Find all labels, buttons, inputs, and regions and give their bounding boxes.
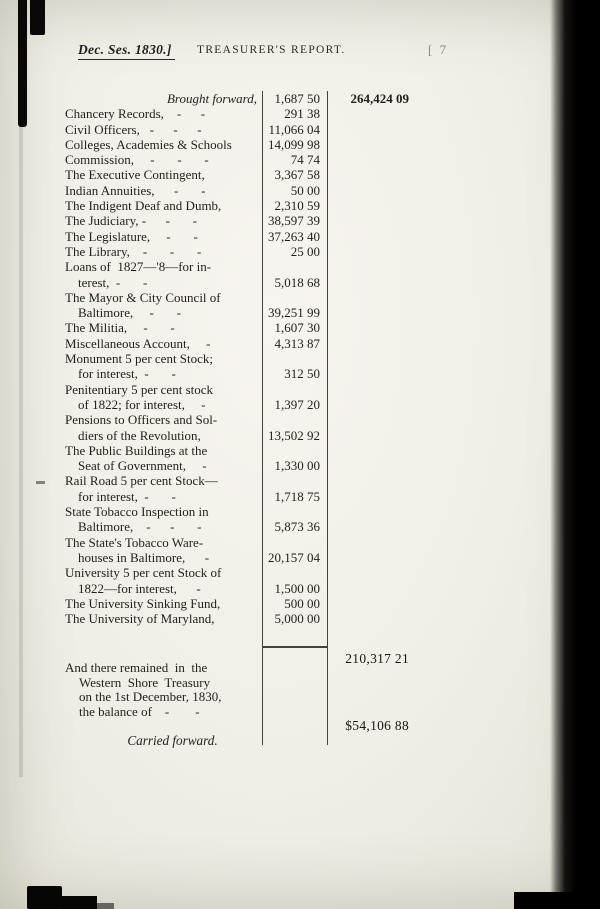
ledger-row-label-line: The Library, - - - (65, 243, 202, 259)
ledger-row-label (65, 351, 262, 382)
ledger-row-label-line: terest, - - (78, 274, 148, 290)
amount-col1-cell: 2,310 59 (274, 198, 320, 214)
ledger-row-label-line: Colleges, Academies & Schools (65, 136, 232, 152)
ledger-row-label-line: The University of Maryland, (65, 611, 215, 627)
ledger-row (65, 167, 417, 182)
ledger-row-label (65, 596, 262, 611)
amount-col1-cell: 11,066 04 (268, 121, 320, 137)
amount-col1-cell: 25 00 (290, 243, 320, 259)
closing-line: on the 1st December, 1830, (79, 689, 222, 705)
ledger-row (65, 198, 417, 213)
scan-speck (36, 481, 45, 484)
amount-col1-cell: 1,500 00 (274, 580, 320, 596)
amount-col2-cell: 264,424 09 (350, 91, 409, 106)
ledger-row-label (65, 290, 262, 321)
running-head (0, 42, 600, 64)
ledger-row (65, 244, 417, 259)
amount-col1-cell: 1,687 50 (274, 91, 320, 106)
column-rule-right (327, 91, 328, 745)
page-title: TREASURER'S REPORT. (197, 44, 346, 56)
ledger-row-label-line: The Judiciary, - - - (65, 213, 198, 229)
ledger-row-label (65, 213, 262, 228)
amount-col1-cell: 37,263 40 (268, 228, 320, 244)
ledger-row (65, 336, 417, 351)
ledger-row-label-line: The State's Tobacco Ware- (65, 534, 204, 550)
sum-rule (263, 646, 327, 648)
ledger-row-label-line: of 1822; for interest, - (78, 396, 206, 412)
ledger-row (65, 611, 417, 626)
amount-col1-cell: 50 00 (290, 182, 320, 198)
ledger-rows (65, 91, 417, 626)
ledger-row-label (65, 137, 262, 152)
ledger-row (65, 290, 417, 321)
ledger-row (65, 183, 417, 198)
closing-line: Western Shore Treasury (79, 674, 211, 690)
ledger-row-label-line: 1822—for interest, - (78, 580, 201, 596)
scan-mark-bottom-left-2 (61, 896, 97, 909)
ledger-row-label-line: The University Sinking Fund, (65, 595, 221, 611)
ledger-row-label (65, 382, 262, 413)
amount-col1-cell: 38,597 39 (268, 213, 320, 229)
ledger-row-label (65, 167, 262, 182)
ledger-row-label-line: Seat of Government, - (78, 458, 207, 474)
ledger-row-label-line: for interest, - - (78, 488, 176, 504)
ledger-row-label-line: houses in Baltimore, - (78, 549, 210, 565)
ledger-row (65, 91, 417, 106)
ledger-row-label-line: Monument 5 per cent Stock; (65, 351, 214, 367)
ledger-row-label (65, 473, 262, 504)
ledger-row-label-line: Baltimore, - - (78, 305, 181, 321)
balance-amount: $54,106 88 (345, 718, 409, 733)
scan-mark-top-left (30, 0, 45, 35)
closing-line: And there remained in the (65, 660, 208, 675)
amount-col1-cell: 4,313 87 (274, 335, 320, 351)
scan-gutter-shadow (19, 127, 23, 777)
amount-col1-cell: 1,330 00 (274, 458, 320, 474)
amount-col1-cell: 20,157 04 (268, 549, 320, 565)
ledger-row-label (65, 106, 262, 121)
ledger-row-label-line: The Indigent Deaf and Dumb, (65, 198, 222, 214)
ledger-row-label-line: Baltimore, - - - (78, 519, 202, 535)
amount-col1-cell: 1,718 75 (274, 488, 320, 504)
page-number: [ 7 (428, 42, 449, 57)
ledger-row-label-line: The Militia, - - (65, 320, 175, 336)
amount-col1-cell: 13,502 92 (268, 427, 320, 443)
ledger-row-label-line: Brought forward, (166, 91, 257, 106)
carried-forward-label: Carried forward. (127, 733, 218, 748)
ledger-row (65, 535, 417, 566)
ledger-row-label-line: diers of the Revolution, (78, 427, 201, 443)
ledger-row (65, 137, 417, 152)
amount-col1-cell: 1,607 30 (274, 320, 320, 336)
amount-col1-cell: 74 74 (290, 152, 320, 168)
total-amount: 210,317 21 (345, 651, 409, 666)
ledger-row-label (65, 443, 262, 474)
ledger-row (65, 443, 417, 474)
ledger-row (65, 320, 417, 335)
ledger-row-label (65, 229, 262, 244)
ledger-row-label (65, 198, 262, 213)
amount-col1-cell: 14,099 98 (268, 136, 320, 152)
ledger-row-label (65, 336, 262, 351)
scan-mark-bottom-left-1 (27, 886, 62, 909)
ledger-row-label (65, 122, 262, 137)
session-date: Dec. Ses. 1830.] (78, 42, 175, 60)
ledger-row-label-line: State Tobacco Inspection in (65, 504, 209, 520)
ledger-row-label (65, 504, 262, 535)
ledger-row-label-line: Indian Annuities, - - (65, 182, 206, 198)
ledger-row-label (65, 259, 262, 290)
amount-col1-cell: 5,873 36 (274, 519, 320, 535)
ledger-row-label-line: Penitentiary 5 per cent stock (65, 381, 214, 397)
ledger-row (65, 259, 417, 290)
amount-col1-cell: 3,367 58 (274, 167, 320, 183)
ledger-row-label-line: The Public Buildings at the (65, 442, 208, 458)
scan-mark-bottom-left-3 (96, 903, 114, 909)
ledger-row-label-line: Miscellaneous Account, - (65, 335, 211, 351)
ledger-row (65, 473, 417, 504)
ledger-row-label-line: Loans of 1827—'8—for in- (65, 259, 212, 275)
amount-col1-cell: 5,018 68 (274, 274, 320, 290)
amount-col1-cell: 1,397 20 (274, 396, 320, 412)
ledger-row-label-line: Rail Road 5 per cent Stock— (65, 473, 218, 489)
ledger-row-label-line: Commission, - - - (65, 152, 209, 168)
amount-col1-cell: 312 50 (284, 366, 320, 382)
ledger-row-label-line: The Legislature, - - (65, 228, 198, 244)
ledger-row-label (65, 412, 262, 443)
ledger-row (65, 122, 417, 137)
ledger-row (65, 596, 417, 611)
ledger-row-label-line: University 5 per cent Stock of (65, 565, 222, 581)
ledger-row-label-line: The Mayor & City Council of (65, 289, 221, 305)
ledger-row (65, 152, 417, 167)
ledger-row (65, 229, 417, 244)
ledger-row-label-line: Pensions to Officers and Sol- (65, 412, 218, 428)
ledger-row-label-line: for interest, - - (78, 366, 176, 382)
ledger-row (65, 504, 417, 535)
ledger-row-label (65, 611, 262, 626)
amount-col1-cell: 500 00 (284, 595, 320, 611)
ledger-row (65, 412, 417, 443)
amount-col1-cell: 39,251 99 (268, 305, 320, 321)
ledger-row-label-line: Chancery Records, - - (65, 106, 206, 122)
ledger-row (65, 351, 417, 382)
amount-col1-cell: 5,000 00 (274, 611, 320, 627)
ledger-row-label (65, 183, 262, 198)
ledger-row-label (65, 565, 262, 596)
ledger-row (65, 382, 417, 413)
ledger-row (65, 565, 417, 596)
ledger-row-label (65, 91, 262, 106)
ledger-row-label (65, 320, 262, 335)
closing-paragraph (65, 661, 265, 719)
ledger-row-label (65, 244, 262, 259)
ledger-row-label-line: The Executive Contingent, (65, 167, 205, 183)
ledger-row-label (65, 535, 262, 566)
ledger-row-label-line: Civil Officers, - - - (65, 121, 202, 137)
ledger-row (65, 213, 417, 228)
ledger-row (65, 106, 417, 121)
scan-edge-bottom-right (514, 892, 600, 909)
closing-line: the balance of - - (79, 703, 200, 719)
scan-edge-right (550, 0, 600, 909)
amount-col1-cell: 291 38 (284, 106, 320, 122)
ledger-row-label (65, 152, 262, 167)
